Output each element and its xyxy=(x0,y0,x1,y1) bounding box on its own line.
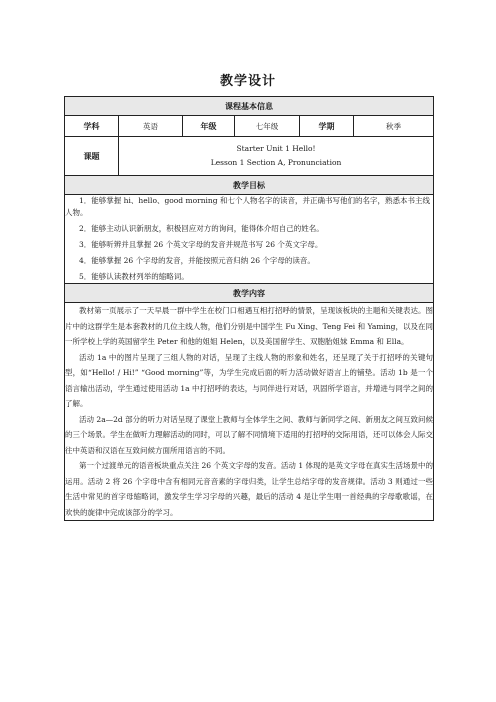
lesson-plan-table xyxy=(64,96,434,521)
topic-label: 课题 xyxy=(65,137,119,176)
objectives-list xyxy=(65,195,434,284)
objective-item: 5．能够认读教材列举的缩略词。 xyxy=(79,272,189,281)
content-paragraph: 活动 1a 中的图片呈现了三组人物的对话，呈现了主线人物的形象和姓名，还呈现了关于打招呼的关键句型，如“Hello! / Hi!” “Good morning”等，为学生完成后面的听力活动做好语言上的铺垫。活动 1b 是一个语言输出活动，学生通过使用活动 1a 中打招呼的表达，与同伴进行对话，巩固所学语言，并增进与同学之间的了解。 xyxy=(65,352,434,408)
objective-item: 4．能够掌握 26 个字母的发音，并能按照元音归纳 26 个字母的读音。 xyxy=(79,256,315,265)
content-paragraph: 活动 2a—2d 部分的听力对话呈现了课堂上教师与全体学生之间、教师与新同学之间、新朋友之间互致问候的三个场景。学生在做听力理解活动的同时，可以了解不同情境下适用的打招呼的交际用语，还可以体会人际交往中英语和汉语在互致问候方面所用语言的不同。 xyxy=(65,414,434,455)
objectives-header: 教学目标 xyxy=(65,176,434,195)
basic-info-header: 课程基本信息 xyxy=(65,97,434,116)
objective-item: 1．能够掌握 hi、hello、good morning 和七个人物名字的读音，并正确书写他们的名字，熟悉本书主线人物。 xyxy=(65,196,430,217)
term-value: 秋季 xyxy=(354,116,434,137)
objective-item: 2．能够主动认识新朋友，积极回应对方的询问，能得体介绍自己的姓名。 xyxy=(79,224,324,233)
topic-line-1: Starter Unit 1 Hello! xyxy=(236,144,316,153)
topic-line-2: Lesson 1 Section A, Pronunciation xyxy=(210,158,342,167)
subject-label: 学科 xyxy=(65,116,119,137)
content-header: 教学内容 xyxy=(65,284,434,303)
objective-item: 3．能够听辨并且掌握 26 个英文字母的发音并规范书写 26 个英文字母。 xyxy=(79,240,323,249)
document-title: 教学设计 xyxy=(219,74,276,89)
topic-value xyxy=(119,137,434,176)
content-body xyxy=(65,303,434,521)
content-paragraph: 第一个过渡单元的语音板块重点关注 26 个英文字母的发音。活动 1 体现的是英文字母在真实生活场景中的运用。活动 2 将 26 个字母中含有相同元音音素的字母归类，让学生总结字母的发音规律。活动 3 则通过一些生活中常见的首字母缩略词，激发学生学习字母的兴趣，最后的活动 4 是让学生唱一首经典的字母歌歌谣，在欢快的旋律中完成该部分的学习。 xyxy=(65,461,434,517)
subject-value: 英语 xyxy=(119,116,183,137)
term-label: 学期 xyxy=(300,116,354,137)
content-paragraph: 教材第一页展示了一天早晨一群中学生在校门口相遇互相打招呼的情景，呈现该板块的主题和关键表达。图片中的这群学生是本套教材的几位主线人物，他们分别是中国学生 Fu Xing、Teng Fei 和 Yaming，以及在同一所学校上学的英国留学生 Peter 和他的姐姐 Helen，以及美国留学生、双胞胎姐妹 Emma 和 Ella。 xyxy=(65,306,434,346)
grade-value: 七年级 xyxy=(235,116,300,137)
grade-label: 年级 xyxy=(183,116,235,137)
